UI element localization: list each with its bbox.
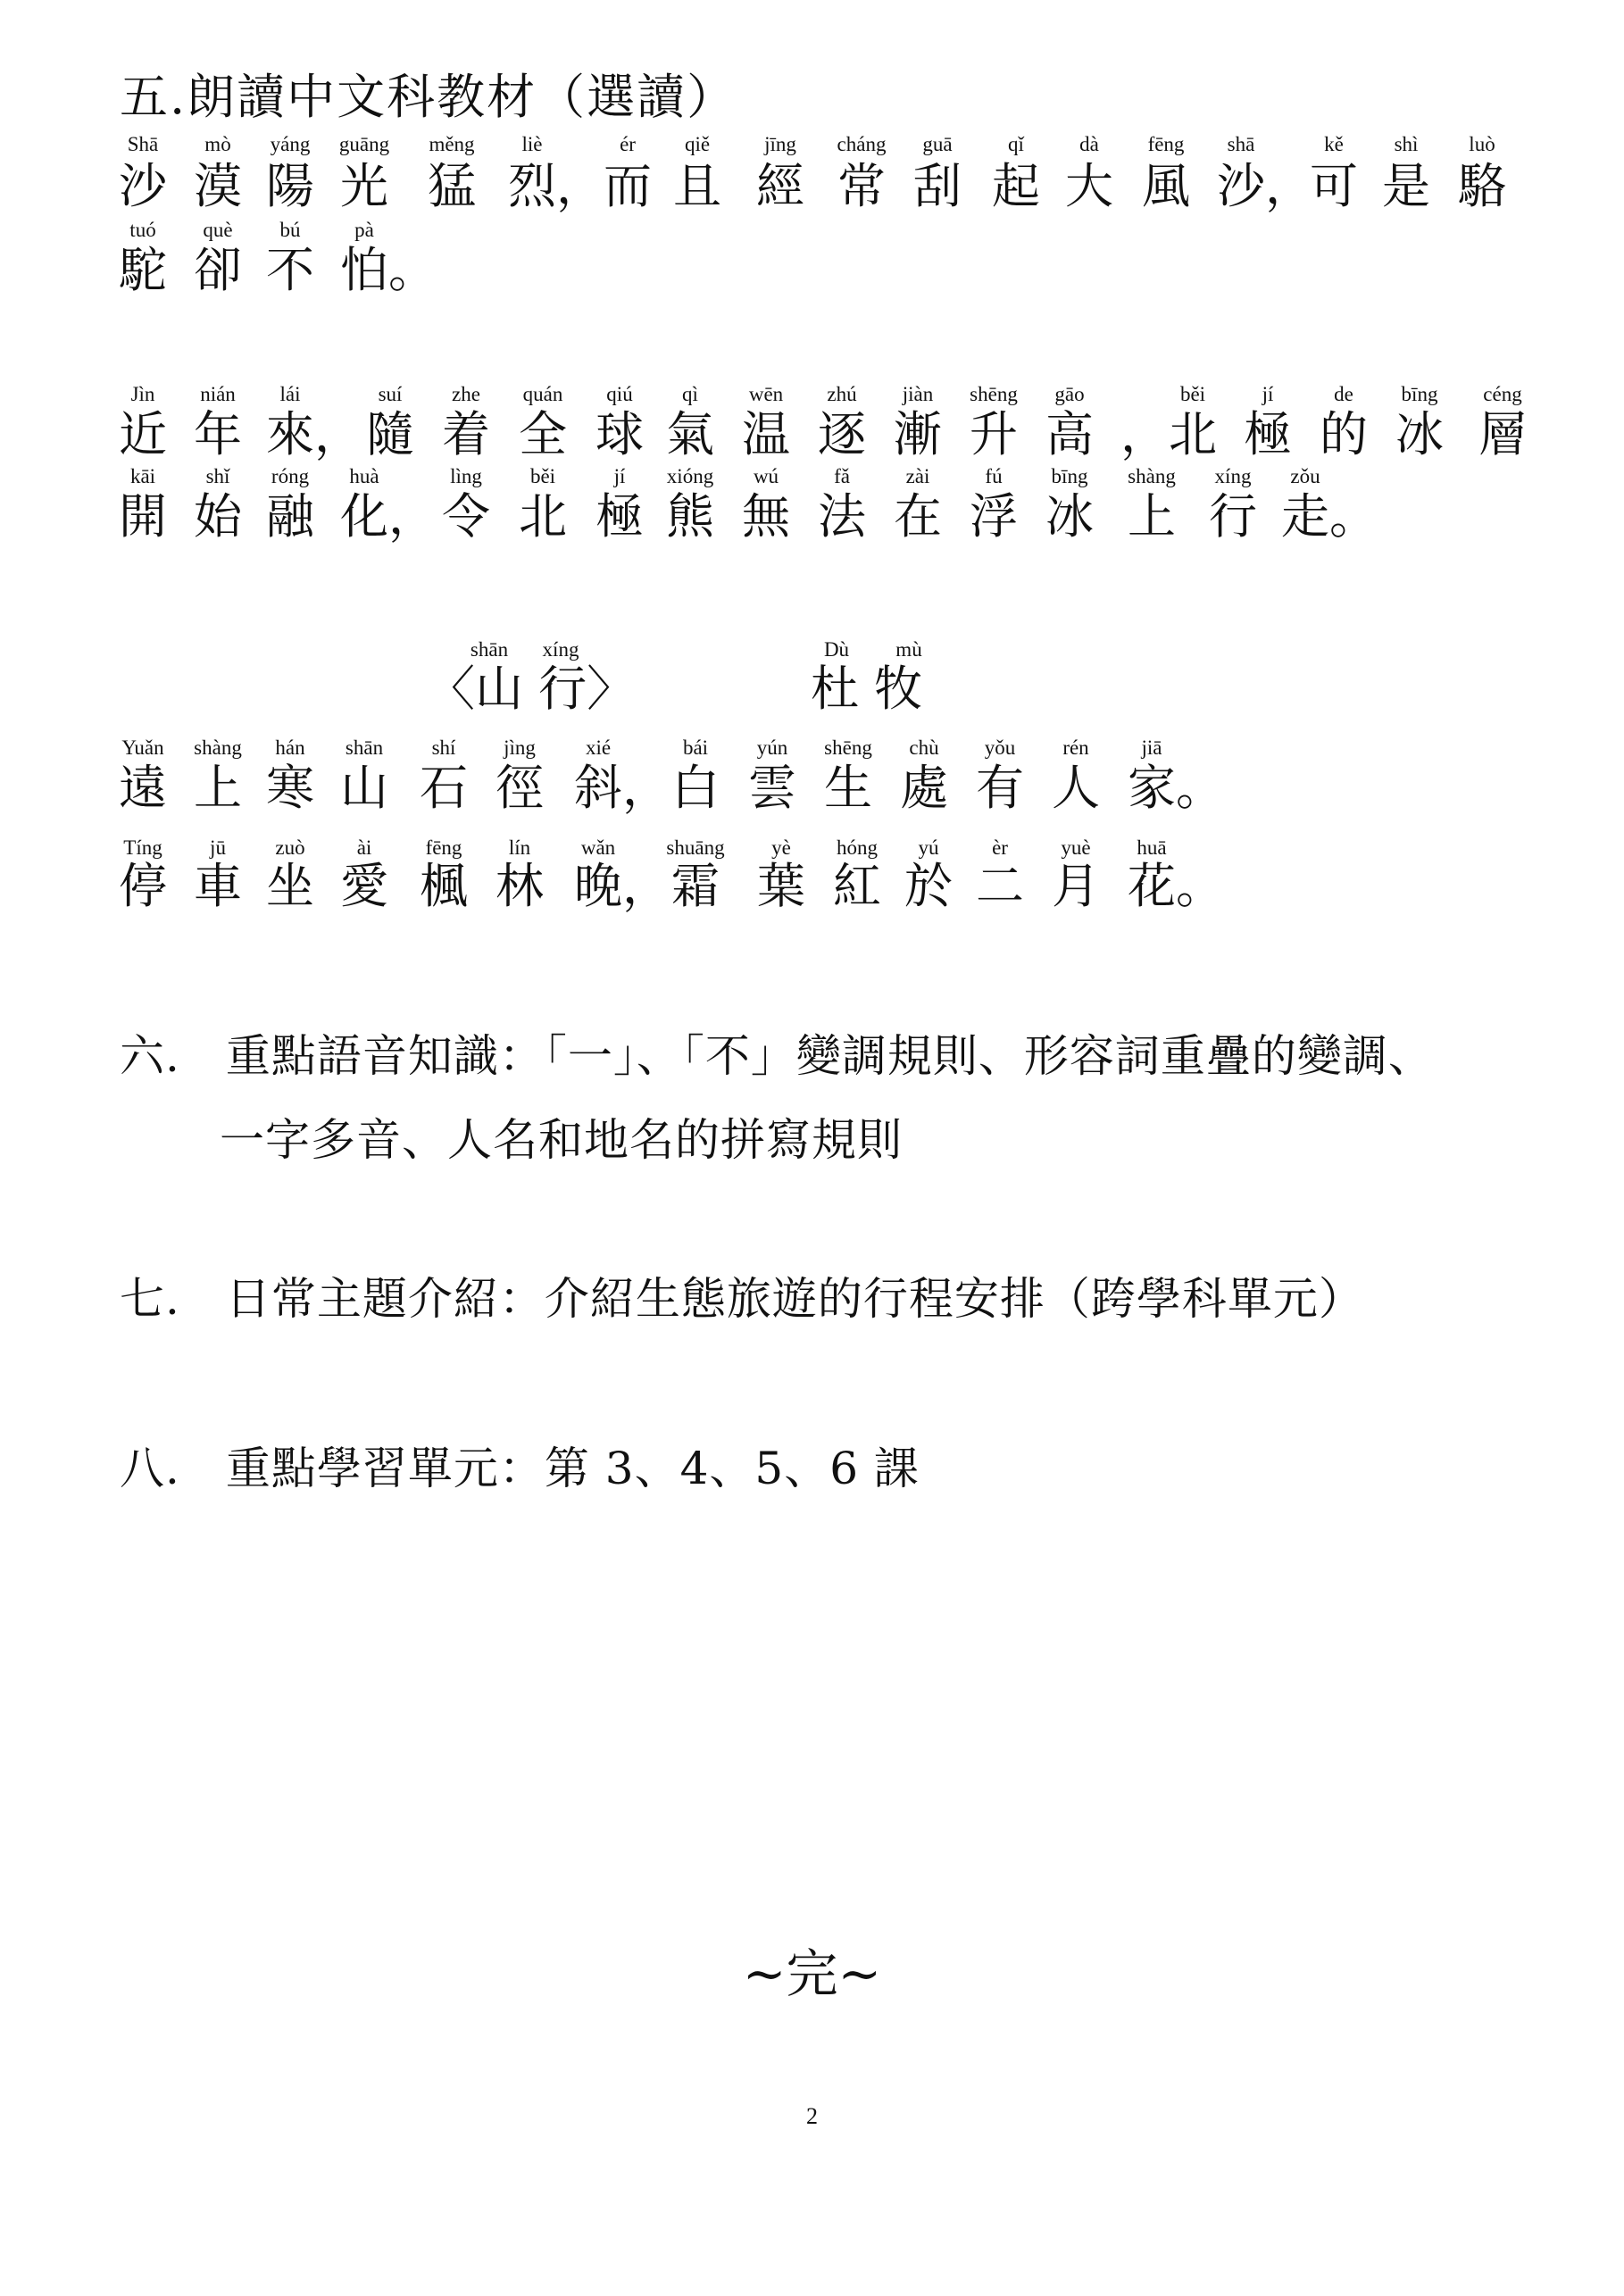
hanzi-char: 駝: [119, 242, 167, 298]
hanzi-char: 愛: [340, 858, 388, 914]
pinyin-syllable: shì: [1394, 133, 1419, 155]
hanzi-char: 可: [1310, 158, 1358, 214]
pinyin-syllable: mù: [895, 638, 922, 661]
pinyin-syllable: wǎn: [580, 836, 616, 859]
hanzi-char: 紅: [833, 858, 881, 914]
pinyin-syllable: shēng: [970, 383, 1018, 405]
pinyin-syllable: qiú: [606, 383, 633, 405]
hanzi-char: 生: [824, 760, 872, 816]
pinyin-syllable: gāo: [1054, 383, 1085, 405]
hanzi-char: 風: [1142, 158, 1190, 214]
hanzi-char: 令: [442, 488, 490, 545]
hanzi-char: 坐: [266, 858, 314, 914]
pinyin-syllable: qiě: [684, 133, 711, 155]
hanzi-char: 氣: [666, 406, 714, 462]
pinyin-syllable: běi: [529, 465, 556, 487]
hanzi-char: 家。: [1128, 760, 1224, 816]
pinyin-syllable: kě: [1324, 133, 1344, 155]
hanzi-char: 球: [595, 406, 644, 462]
poem-title: 〈山 行〉: [427, 661, 636, 717]
hanzi-char: 不: [266, 242, 314, 298]
pinyin-syllable: shǐ: [205, 465, 230, 487]
hanzi-char: 光: [340, 158, 388, 214]
hanzi-char: 花。: [1128, 858, 1224, 914]
pinyin-syllable: xíng: [542, 638, 579, 661]
pinyin-syllable: jīng: [764, 133, 796, 155]
pinyin-syllable: měng: [429, 133, 475, 155]
hanzi-char: 冰: [1045, 488, 1094, 545]
pinyin-syllable: zhe: [452, 383, 480, 405]
hanzi-char: 北: [519, 488, 567, 545]
hanzi-char: 楓: [420, 858, 468, 914]
pinyin-syllable: nián: [200, 383, 236, 405]
pinyin-syllable: xíng: [1214, 465, 1252, 487]
hanzi-char: 霜: [671, 858, 720, 914]
hanzi-char: 冰: [1395, 406, 1444, 462]
hanzi-char: 而: [604, 158, 652, 214]
hanzi-char: 融: [266, 488, 314, 545]
pinyin-syllable: tuó: [129, 219, 156, 241]
hanzi-char: 全: [519, 406, 567, 462]
hanzi-char: 猛: [428, 158, 476, 214]
hanzi-char: 無: [742, 488, 790, 545]
hanzi-char: 上: [1128, 488, 1176, 545]
page-number: 2: [806, 2103, 818, 2129]
pinyin-syllable: fú: [985, 465, 1003, 487]
pinyin-syllable: Tíng: [123, 836, 162, 859]
pinyin-syllable: jí: [1262, 383, 1274, 405]
hanzi-char: 漠: [194, 158, 242, 214]
pinyin-syllable: zǒu: [1290, 465, 1320, 487]
hanzi-char: 層: [1478, 406, 1527, 462]
pinyin-syllable: huā: [1137, 836, 1167, 859]
pinyin-syllable: jìng: [504, 736, 536, 759]
pinyin-syllable: shàng: [1128, 465, 1176, 487]
pinyin-syllable: Jìn: [130, 383, 155, 405]
hanzi-char: 浮: [970, 488, 1018, 545]
pinyin-syllable: jiā: [1141, 736, 1162, 759]
hanzi-char: 二: [976, 858, 1024, 914]
section5-heading: 五.朗讀中文科教材（選讀）: [120, 69, 737, 125]
hanzi-char: 逐: [818, 406, 866, 462]
pinyin-syllable: jiàn: [902, 383, 934, 405]
hanzi-char: 始: [194, 488, 242, 545]
hanzi-char: 在: [894, 488, 942, 545]
hanzi-char: 來，: [266, 406, 362, 462]
pinyin-syllable: zài: [905, 465, 930, 487]
hanzi-char: 走。: [1281, 488, 1378, 545]
hanzi-char: 且: [673, 158, 721, 214]
pinyin-syllable: liè: [521, 133, 543, 155]
hanzi-char: 法: [818, 488, 866, 545]
hanzi-char: 沙: [119, 158, 167, 214]
hanzi-char: 雲: [748, 760, 796, 816]
pinyin-syllable: cháng: [837, 133, 887, 155]
pinyin-syllable: wēn: [748, 383, 784, 405]
pinyin-syllable: bīng: [1401, 383, 1438, 405]
pinyin-syllable: xié: [585, 736, 612, 759]
pinyin-syllable: de: [1334, 383, 1353, 405]
pinyin-syllable: luò: [1469, 133, 1495, 155]
pinyin-syllable: yún: [756, 736, 788, 759]
hanzi-char: 起: [992, 158, 1040, 214]
pinyin-syllable: yú: [918, 836, 939, 859]
pinyin-syllable: Shā: [127, 133, 159, 155]
pinyin-syllable: róng: [271, 465, 310, 487]
end-mark: ~完~: [742, 1943, 882, 2004]
pinyin-syllable: ài: [356, 836, 372, 859]
pinyin-syllable: qǐ: [1008, 133, 1024, 155]
pinyin-syllable: què: [203, 219, 233, 241]
pinyin-syllable: bái: [682, 736, 709, 759]
pinyin-syllable: yǒu: [984, 736, 1016, 759]
pinyin-syllable: bú: [279, 219, 301, 241]
pinyin-syllable: shàng: [194, 736, 242, 759]
hanzi-char: 晚，: [574, 858, 670, 914]
pinyin-syllable: hán: [275, 736, 305, 759]
hanzi-char: 漸: [894, 406, 942, 462]
hanzi-char: 上: [194, 760, 242, 816]
hanzi-char: 大: [1065, 158, 1113, 214]
hanzi-char: 葉: [757, 858, 805, 914]
hanzi-char: 怕。: [340, 242, 437, 298]
pinyin-syllable: fēng: [1147, 133, 1185, 155]
hanzi-char: 近: [119, 406, 167, 462]
hanzi-char: 是: [1382, 158, 1430, 214]
section8-line: 八. 重點學習單元：第 3、4、5、6 課: [120, 1443, 920, 1494]
pinyin-syllable: céng: [1483, 383, 1522, 405]
pinyin-syllable: qì: [682, 383, 698, 405]
hanzi-char: 山: [340, 760, 388, 816]
hanzi-char: 極: [1244, 406, 1292, 462]
pinyin-syllable: pà: [354, 219, 374, 241]
hanzi-char: 隨: [366, 406, 414, 462]
pinyin-syllable: shí: [431, 736, 456, 759]
hanzi-char: 升: [970, 406, 1018, 462]
pinyin-syllable: jí: [613, 465, 626, 487]
hanzi-char: 石: [420, 760, 468, 816]
pinyin-syllable: lín: [508, 836, 531, 859]
pinyin-syllable: zhú: [827, 383, 857, 405]
pinyin-syllable: dà: [1079, 133, 1099, 155]
hanzi-char: 卻: [194, 242, 242, 298]
pinyin-syllable: shān: [470, 638, 509, 661]
hanzi-char: ，北: [1120, 406, 1217, 462]
hanzi-char: 的: [1320, 406, 1368, 462]
pinyin-syllable: lái: [279, 383, 301, 405]
section7-line: 七. 日常主題介紹：介紹生態旅遊的行程安排（跨學科單元）: [120, 1273, 1364, 1325]
hanzi-char: 遠: [119, 760, 167, 816]
hanzi-char: 烈，: [508, 158, 604, 214]
pinyin-syllable: èr: [992, 836, 1008, 859]
pinyin-syllable: bīng: [1051, 465, 1088, 487]
pinyin-syllable: ér: [620, 133, 636, 155]
pinyin-syllable: yuè: [1061, 836, 1091, 859]
hanzi-char: 着: [442, 406, 490, 462]
hanzi-char: 陽: [266, 158, 314, 214]
pinyin-syllable: mò: [204, 133, 231, 155]
hanzi-char: 高: [1045, 406, 1094, 462]
pinyin-syllable: hóng: [837, 836, 878, 859]
hanzi-char: 林: [496, 858, 544, 914]
pinyin-syllable: wú: [753, 465, 779, 487]
hanzi-char: 行: [1209, 488, 1257, 545]
hanzi-char: 刮: [913, 158, 962, 214]
hanzi-char: 白: [671, 760, 720, 816]
hanzi-char: 駱: [1458, 158, 1506, 214]
pinyin-syllable: fēng: [425, 836, 462, 859]
pinyin-syllable: xióng: [666, 465, 714, 487]
pinyin-syllable: quán: [522, 383, 563, 405]
pinyin-syllable: guā: [922, 133, 953, 155]
pinyin-syllable: kāi: [129, 465, 156, 487]
pinyin-syllable: yáng: [270, 133, 311, 155]
hanzi-char: 經: [756, 158, 804, 214]
pinyin-syllable: rén: [1062, 736, 1089, 759]
hanzi-char: 車: [194, 858, 242, 914]
pinyin-syllable: guāng: [338, 133, 390, 155]
hanzi-char: 於: [904, 858, 953, 914]
pinyin-syllable: jū: [210, 836, 226, 859]
section6-line2: 一字多音、人名和地名的拼寫規則: [220, 1114, 903, 1166]
pinyin-syllable: suí: [378, 383, 403, 405]
hanzi-char: 有: [976, 760, 1024, 816]
section6-line1: 六. 重點語音知識：「一」、「不」變調規則、形容詞重疊的變調、: [120, 1030, 1434, 1082]
pinyin-syllable: shēng: [824, 736, 872, 759]
pinyin-syllable: zuò: [275, 836, 305, 859]
hanzi-char: 常: [837, 158, 886, 214]
hanzi-char: 年: [194, 406, 242, 462]
pinyin-syllable: fǎ: [834, 465, 850, 487]
hanzi-char: 温: [742, 406, 790, 462]
poem-author: 杜 牧: [811, 661, 923, 717]
hanzi-char: 斜，: [574, 760, 670, 816]
hanzi-char: 開: [119, 488, 167, 545]
pinyin-syllable: shā: [1227, 133, 1255, 155]
hanzi-char: 人: [1052, 760, 1100, 816]
pinyin-syllable: chù: [909, 736, 939, 759]
hanzi-char: 熊: [666, 488, 714, 545]
pinyin-syllable: shuāng: [666, 836, 725, 859]
hanzi-char: 月: [1052, 858, 1100, 914]
hanzi-char: 沙，: [1217, 158, 1313, 214]
hanzi-char: 極: [595, 488, 644, 545]
pinyin-syllable: Yuǎn: [121, 736, 164, 759]
pinyin-syllable: lìng: [450, 465, 482, 487]
hanzi-char: 處: [900, 760, 948, 816]
pinyin-syllable: shān: [345, 736, 384, 759]
hanzi-char: 寒: [266, 760, 314, 816]
hanzi-char: 徑: [496, 760, 544, 816]
pinyin-syllable: běi: [1179, 383, 1206, 405]
hanzi-char: 停: [119, 858, 167, 914]
pinyin-syllable: Dù: [823, 638, 850, 661]
hanzi-char: 化，: [340, 488, 437, 545]
pinyin-syllable: yè: [771, 836, 791, 859]
pinyin-syllable: huà: [349, 465, 379, 487]
